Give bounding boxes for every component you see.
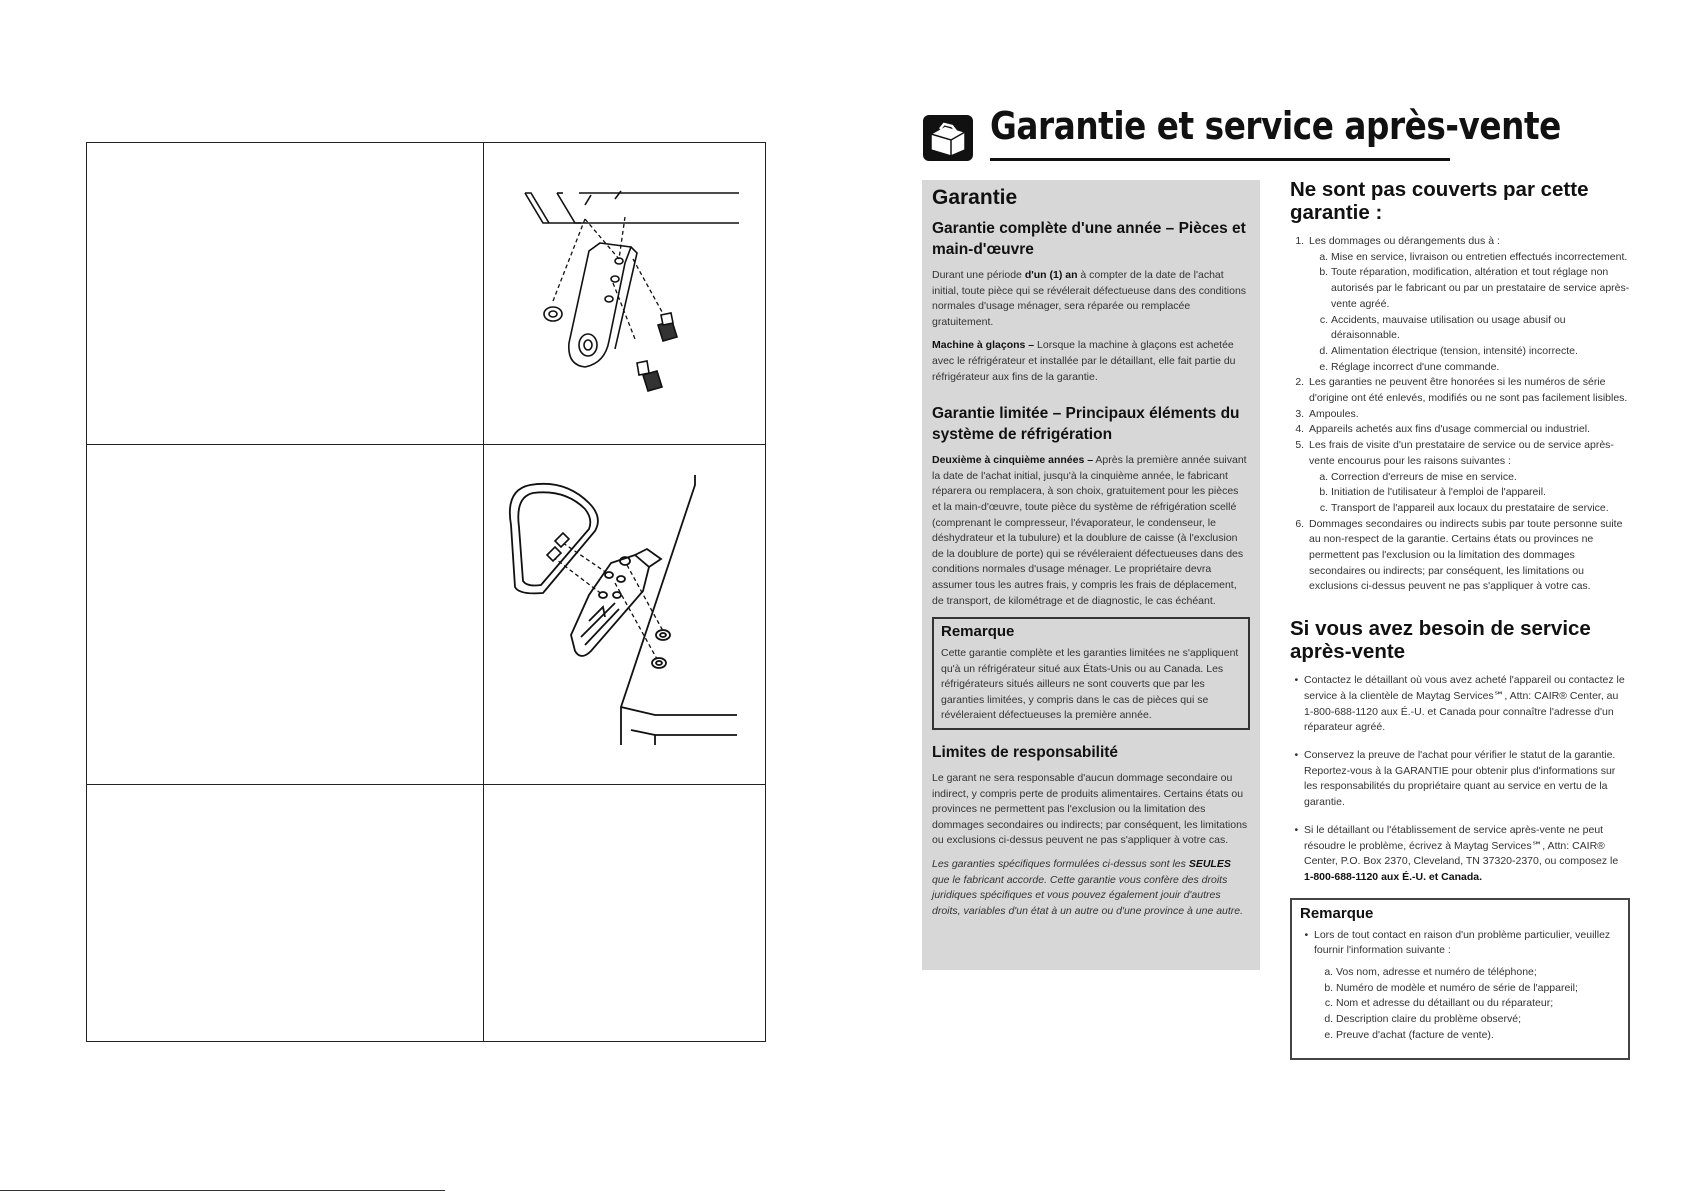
list-item: b. Numéro de modèle et numéro de série de l'appareil; xyxy=(1336,981,1618,997)
door-hinge-drawing xyxy=(485,445,767,783)
table-row xyxy=(87,143,765,445)
list-item: d. Alimentation électrique (tension, intensité) incorrecte. xyxy=(1331,344,1630,360)
limited-warranty-title: Garantie limitée – Principaux éléments du système de réfrigération xyxy=(932,405,1240,444)
door-hinge-illustration xyxy=(485,445,765,784)
list-item: e. Réglage incorrect d'une commande. xyxy=(1331,360,1630,376)
list-item: a. Mise en service, livraison ou entretien effectués incorrectement. xyxy=(1331,250,1630,266)
list-item: 5. Les frais de visite d'un prestataire de service ou de service après-vente encourus pour les raisons suivantes : a. Correction d'erreurs de mise en service. b. Initiation de l'utilisateur à l'emploi de l'appareil. c. Transport de l'appareil aux locaux du prestataire de service. xyxy=(1307,438,1630,517)
service-title: Si vous avez besoin de service après-vente xyxy=(1290,617,1591,664)
list-item: • Si le détaillant ou l'établissement de service après-vente ne peut résoudre le problème, écrivez à Maytag Services℠, Attn: CAIR® Center, P.O. Box 2370, Cleveland, TN 37320-2370, ou composez le 1-800-688-1120 aux É.-U. et Canada. xyxy=(1304,823,1630,886)
list-item: 6. Dommages secondaires ou indirects subis par toute personne suite au non-respect de la garantie. Certains états ou provinces ne permettent pas l'exclusion ou la limitation des dommages secondaires ou indirects; par conséquent, les limitations ou exclusions ci-dessus peuvent ne pas s'appliquer à votre cas. xyxy=(1307,517,1630,596)
table-row xyxy=(87,445,765,785)
list-item: d. Description claire du problème observé; xyxy=(1336,1012,1618,1028)
note-list xyxy=(1300,928,1618,1044)
list-item: e. Preuve d'achat (facture de vente). xyxy=(1336,1028,1618,1044)
hinge-bracket-drawing xyxy=(485,143,767,443)
full-warranty-title: Garantie complète d'une année – Pièces et main-d'œuvre xyxy=(932,220,1246,258)
warranty-note-box xyxy=(932,617,1250,730)
service-note-box xyxy=(1290,898,1630,1060)
list-item: • Conservez la preuve de l'achat pour vérifier le statut de la garantie. Reportez-vous à la GARANTIE pour obtenir plus d'informations sur les responsabilités du propriétaire quant au service en vertu de la garantie. xyxy=(1304,748,1630,811)
note-title: Remarque xyxy=(941,623,1015,641)
list-item: c. Accidents, mauvaise utilisation ou usage abusif ou déraisonnable. xyxy=(1331,313,1630,344)
specific-warranty-text: Les garanties spécifiques formulées ci-dessus sont les SEULES que le fabricant accorde. Cette garantie vous confère des droits juridiques spécifiques et vous pouvez également jouir d'autres droits, variables d'un état à un autre ou d'une province à une autre. xyxy=(932,858,1244,917)
instruction-table xyxy=(86,142,766,1042)
title-underline xyxy=(990,158,1450,161)
not-covered-list xyxy=(1290,234,1630,595)
warranty-title: Garantie xyxy=(932,186,1018,209)
list-item: 3. Ampoules. xyxy=(1307,407,1630,423)
service-column xyxy=(1290,178,1630,1060)
service-list xyxy=(1290,673,1630,885)
list-item: 4. Appareils achetés aux fins d'usage commercial ou industriel. xyxy=(1307,422,1630,438)
ice-maker-text: Machine à glaçons – Lorsque la machine à glaçons est achetée avec le réfrigérateur et installée par le détaillant, elle fait partie du réfrigérateur aux fins de la garantie. xyxy=(932,339,1236,383)
table-row xyxy=(87,785,765,1041)
list-item: b. Toute réparation, modification, altération et tout réglage non autorisés par le fabricant ou par un prestataire de service après-vente agréé. xyxy=(1331,265,1630,312)
list-item: 1. Les dommages ou dérangements dus à : a. Mise en service, livraison ou entretien effectués incorrectement. b. Toute réparation, modification, altération et tout réglage non autorisés par le fabricant ou par un prestataire de service après-vente agréé. c. Accidents, mauvaise utilisation ou usage abusif ou déraisonnable. d. Alimentation électrique (tension, intensité) incorrecte. e. Réglage incorrect d'une commande. xyxy=(1307,234,1630,375)
note-title: Remarque xyxy=(1300,904,1374,922)
note-text: Cette garantie complète et les garanties limitées ne s'appliquent qu'à un réfrigérateur situé aux États-Unis ou au Canada. Les réfrigérateurs situés ailleurs ne sont couverts que par les garanties limitées, y compris dans le cas de pièces qui se révéleraient défectueuses la première année. xyxy=(941,647,1239,722)
list-item: • Lors de tout contact en raison d'un problème particulier, veuillez fournir l'information suivante : a. Vos nom, adresse et numéro de téléphone; b. Numéro de modèle et numéro de série de l'appareil; c. Nom et adresse du détaillant ou du réparateur; d. Description claire du problème observé; e. Preuve d'achat (facture de vente). xyxy=(1314,928,1618,1044)
warranty-panel xyxy=(922,180,1260,970)
full-warranty-text: Durant une période d'un (1) an à compter de la date de l'achat initial, toute pièce qui se révélerait défectueuse dans des conditions normales d'usage ménager, sera réparée ou remplacée gratuitement. xyxy=(932,269,1247,328)
toolbox-icon xyxy=(922,114,974,162)
section-heading xyxy=(922,104,1561,164)
page-title: Garantie et service après-vente xyxy=(990,104,1561,148)
liability-text: Le garant ne sera responsable d'aucun dommage secondaire ou indirect, y compris perte de produits alimentaires. Certains états ou provinces ne permettent pas l'exclusion ou la limitation des dommages secondaires ou indirects; par conséquent, les limitations ou exclusions ci-dessus peuvent ne pas s'appliquer à votre cas. xyxy=(932,772,1248,847)
list-item: a. Vos nom, adresse et numéro de téléphone; xyxy=(1336,965,1618,981)
list-item: 2. Les garanties ne peuvent être honorées si les numéros de série d'origine ont été enlevés, modifiés ou ne sont pas facilement lisibles. xyxy=(1307,375,1630,406)
hinge-bracket-illustration xyxy=(485,143,765,444)
list-item: • Contactez le détaillant où vous avez acheté l'appareil ou contactez le service à la clientèle de Maytag Services℠, Attn: CAIR® Center, au 1-800-688-1120 aux É.-U. et Canada pour connaître l'adresse d'un réparateur agréé. xyxy=(1304,673,1630,736)
not-covered-title: Ne sont pas couverts par cette garantie : xyxy=(1290,178,1589,224)
list-item: b. Initiation de l'utilisateur à l'emploi de l'appareil. xyxy=(1331,485,1630,501)
list-item: c. Nom et adresse du détaillant ou du réparateur; xyxy=(1336,996,1618,1012)
list-item: a. Correction d'erreurs de mise en service. xyxy=(1331,470,1630,486)
limited-warranty-text: Deuxième à cinquième années – Après la première année suivant la date de l'achat initial, jusqu'à la cinquième année, le fabricant réparera ou remplacera, à son choix, gratuitement pour les pièces et la main-d'œuvre, toute pièce du système de réfrigération scellé (comprenant le compresseur, l'évaporateur, le condenseur, le déshydrateur et la tubulure) et la doublure de caisse (à l'exclusion de la doublure de porte) qui se révéleraient défectueuses dans des conditions normales d'usage ménager. Le propriétaire devra assumer tous les autres frais, y compris les frais de déplacement, de transport, de kilométrage et de diagnostic, le cas échéant. xyxy=(932,454,1247,607)
liability-title: Limites de responsabilité xyxy=(932,744,1119,762)
list-item: c. Transport de l'appareil aux locaux du prestataire de service. xyxy=(1331,501,1630,517)
